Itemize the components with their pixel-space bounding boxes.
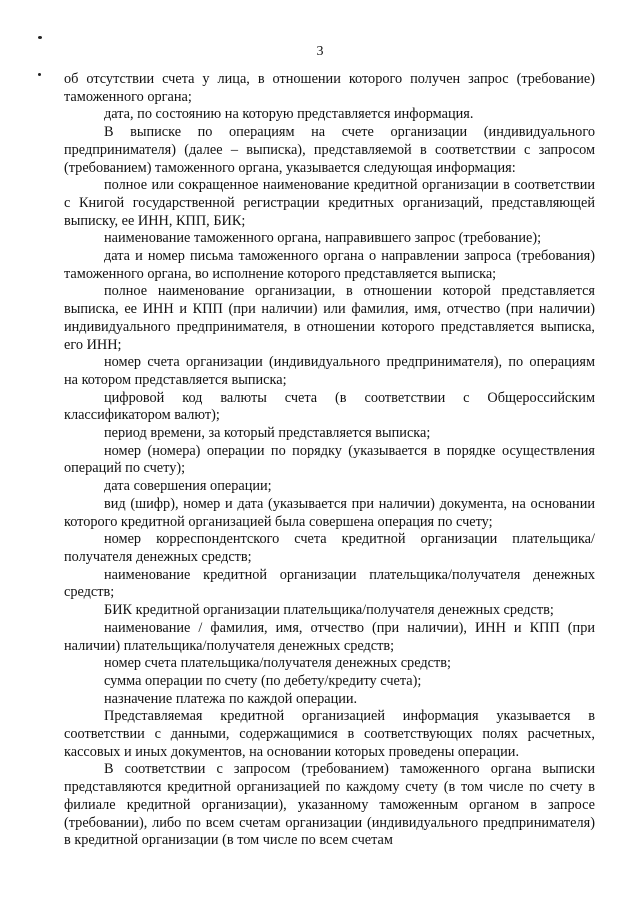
paragraph: дата совершения операции; (104, 478, 272, 495)
paragraph: вид (шифр), номер и дата (указывается при наличии) документа, на основании которого кредитной организацией была совершена операция по счету; (64, 495, 595, 530)
scan-speck (38, 36, 42, 39)
paragraph: назначение платежа по каждой операции. (104, 690, 358, 707)
document-body (64, 71, 595, 850)
paragraph: об отсутствии счета у лица, в отношении которого получен запрос (требование) таможенного органа; (64, 71, 595, 105)
paragraph: период времени, за который представляется выписка; (104, 425, 431, 442)
paragraph: номер счета организации (индивидуального предпринимателя), по операциям на котором представляется выписка; (64, 354, 595, 388)
paragraph: номер (номера) операции по порядку (указывается в порядке осуществления операций по счету); (64, 442, 595, 477)
paragraph: наименование / фамилия, имя, отчество (при наличии), ИНН и КПП (при наличии) плательщика/получателя денежных средств; (64, 619, 595, 654)
paragraph: В соответствии с запросом (требованием) таможенного органа выписки представляются кредитной организацией по каждому счету (в том числе по счету в филиале кредитной организации), указанному таможенным органом в запросе (требовании), либо по всем счетам организации (индивидуального предпринимателя) в кредитной организации (в том числе по всем счетам (64, 761, 595, 849)
paragraph: номер счета плательщика/получателя денежных средств; (104, 655, 451, 672)
paragraph: дата, по состоянию на которую представляется информация. (104, 106, 474, 123)
paragraph: В выписке по операциям на счете организации (индивидуального предпринимателя) (далее – выписка), представляемой в соответствии с запросом (требованием) таможенного органа, указывается следующая информация: (64, 124, 595, 176)
page-number: 3 (316, 44, 324, 59)
paragraph: БИК кредитной организации плательщика/получателя денежных средств; (104, 602, 554, 619)
paragraph: наименование кредитной организации плательщика/получателя денежных средств; (64, 566, 595, 601)
paragraph: полное или сокращенное наименование кредитной организации в соответствии с Книгой государственной регистрации кредитных организаций, представляющей выписку, ее ИНН, КПП, БИК; (64, 177, 595, 229)
scan-speck (38, 73, 41, 76)
paragraph: Представляемая кредитной организацией информация указывается в соответствии с данными, содержащимися в соответствующих полях расчетных, кассовых и иных документов, на основании которых проведены операции. (64, 708, 595, 760)
paragraph: цифровой код валюты счета (в соответствии с Общероссийским классификатором валют); (64, 389, 595, 424)
paragraph: сумма операции по счету (по дебету/кредиту счета); (104, 672, 422, 689)
paragraph: дата и номер письма таможенного органа о направлении запроса (требования) таможенного органа, во исполнение которого представляется выписка; (64, 248, 595, 282)
paragraph: полное наименование организации, в отношении которой представляется выписка, ее ИНН и КПП (при наличии) или фамилия, имя, отчество (при наличии) индивидуального предпринимателя, в отношении которого представляется выписка, его ИНН; (64, 283, 595, 353)
paragraph: наименование таможенного органа, направившего запрос (требование); (104, 230, 542, 247)
paragraph: номер корреспондентского счета кредитной организации плательщика/получателя денежных средств; (64, 531, 595, 565)
